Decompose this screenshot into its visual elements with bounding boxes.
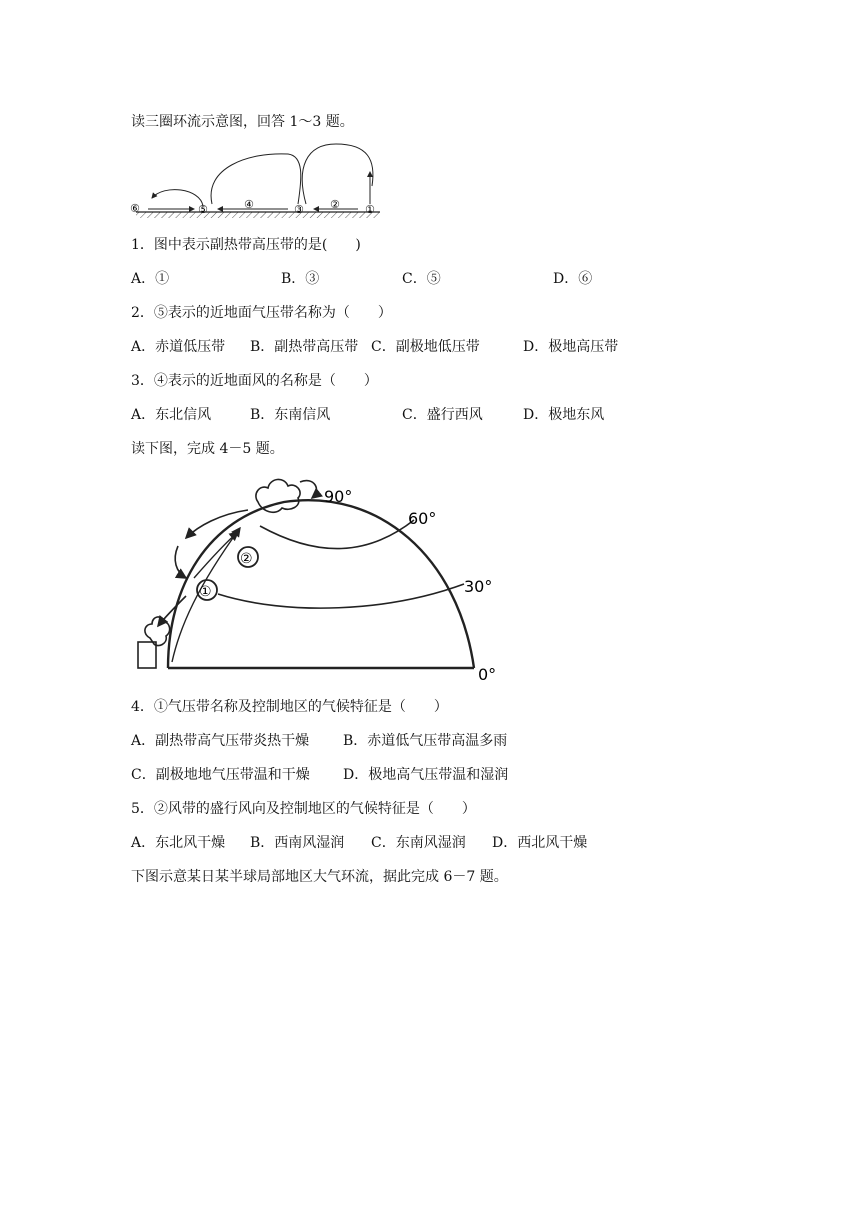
q2-option-c[interactable]: C．副极地低压带 (371, 339, 480, 355)
label-30: 30° (464, 577, 493, 596)
q2-option-d[interactable]: D．极地高压带 (523, 339, 619, 355)
q1-stem: 1．图中表示副热带高压带的是( ) (131, 237, 361, 253)
label-60: 60° (408, 509, 437, 528)
q1-option-a[interactable]: A．① (131, 271, 170, 287)
q4-option-a[interactable]: A．副热带高气压带炎热干燥 (131, 733, 310, 749)
q4-option-d[interactable]: D．极地高气压带温和湿润 (343, 767, 509, 783)
q1-option-c[interactable]: C．⑤ (402, 271, 441, 287)
label-five: ⑤ (198, 203, 208, 216)
label-one: ① (365, 203, 375, 216)
label-four: ④ (244, 198, 254, 211)
label-two: ② (330, 198, 340, 211)
q4-stem: 4．①气压带名称及控制地区的气候特征是（ ） (131, 699, 448, 715)
q5-option-b[interactable]: B．西南风湿润 (250, 835, 345, 851)
intro-3: 下图示意某日某半球局部地区大气环流，据此完成 6－7 题。 (131, 869, 508, 885)
q2-option-a[interactable]: A．赤道低压带 (131, 339, 226, 355)
q3-option-c[interactable]: C．盛行西风 (402, 407, 483, 423)
q3-option-a[interactable]: A．东北信风 (131, 407, 212, 423)
label-wind-belt-2: ② (240, 551, 253, 567)
label-six: ⑥ (130, 202, 140, 215)
q4-option-c[interactable]: C．副极地地气压带温和干燥 (131, 767, 310, 783)
q5-option-c[interactable]: C．东南风湿润 (371, 835, 466, 851)
q1-option-b[interactable]: B．③ (281, 271, 320, 287)
hemisphere-pressure-diagram (128, 466, 508, 686)
label-0: 0° (478, 665, 497, 684)
q4-option-b[interactable]: B．赤道低气压带高温多雨 (343, 733, 508, 749)
q3-option-d[interactable]: D．极地东风 (523, 407, 605, 423)
label-pressure-belt-1: ① (199, 584, 212, 600)
q5-option-d[interactable]: D．西北风干燥 (492, 835, 588, 851)
q5-option-a[interactable]: A．东北风干燥 (131, 835, 226, 851)
three-cell-circulation-diagram (128, 138, 388, 220)
q2-option-b[interactable]: B．副热带高压带 (250, 339, 359, 355)
intro-1: 读三圈环流示意图，回答 1～3 题。 (131, 114, 354, 130)
q3-stem: 3．④表示的近地面风的名称是（ ） (131, 373, 378, 389)
intro-2: 读下图，完成 4－5 题。 (131, 441, 284, 457)
q2-stem: 2．⑤表示的近地面气压带名称为（ ） (131, 305, 392, 321)
q1-option-d[interactable]: D．⑥ (553, 271, 593, 287)
q5-stem: 5．②风带的盛行风向及控制地区的气候特征是（ ） (131, 801, 476, 817)
q3-option-b[interactable]: B．东南信风 (250, 407, 331, 423)
label-three: ③ (294, 203, 304, 216)
label-90: 90° (324, 487, 353, 506)
